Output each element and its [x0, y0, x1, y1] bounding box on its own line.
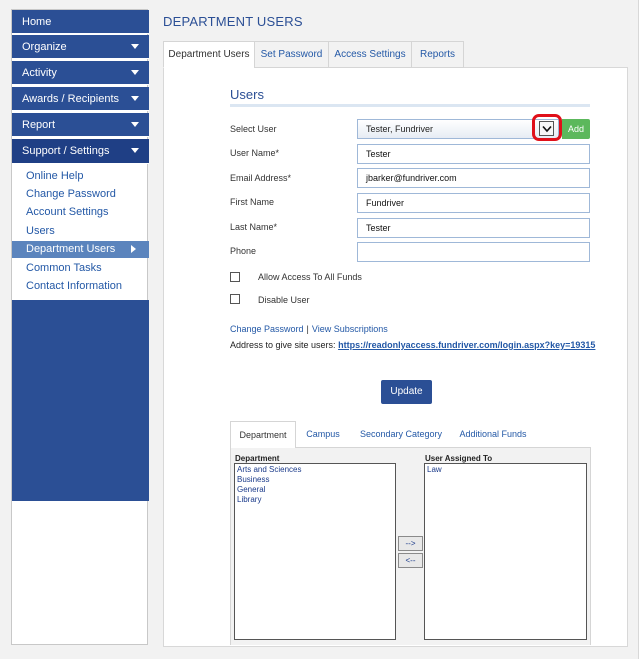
allow-all-funds-checkbox[interactable]: [230, 272, 240, 282]
sidebar: [11, 9, 148, 645]
phone-label: Phone: [230, 246, 257, 256]
list-item[interactable]: Library: [237, 495, 262, 504]
assigned-departments-list[interactable]: [424, 463, 587, 640]
chevron-down-icon: [131, 96, 139, 101]
link-separator: |: [306, 324, 309, 334]
assigned-list-header: User Assigned To: [425, 454, 493, 463]
chevron-right-icon: [131, 245, 136, 253]
nav-home-label: Home: [22, 16, 52, 28]
tab-department[interactable]: Department: [230, 421, 296, 448]
last-name-field[interactable]: Tester: [357, 218, 590, 238]
sub-link-online-help[interactable]: Online Help: [26, 170, 84, 182]
list-item[interactable]: General: [237, 485, 266, 494]
nav-report-label: Report: [22, 119, 56, 131]
tab-additional-funds[interactable]: Additional Funds: [459, 429, 527, 439]
sub-link-users[interactable]: Users: [26, 225, 55, 237]
view-subscriptions-link[interactable]: View Subscriptions: [311, 324, 388, 334]
nav-home[interactable]: [12, 10, 149, 34]
site-address-link[interactable]: https://readonlyaccess.fundriver.com/login.aspx?key=19315: [338, 340, 596, 350]
phone-field[interactable]: [357, 242, 590, 262]
section-divider: [230, 104, 590, 107]
tab-set-password[interactable]: Set Password: [254, 41, 329, 68]
sub-link-contact-information[interactable]: Contact Information: [26, 280, 122, 292]
tab-campus[interactable]: Campus: [306, 429, 340, 439]
tab-access-settings[interactable]: Access Settings: [328, 41, 412, 68]
sub-link-department-users-label: Department Users: [26, 243, 116, 255]
nav-awards-label: Awards / Recipients: [22, 93, 120, 105]
tab-department-users[interactable]: Department Users: [163, 41, 255, 68]
first-name-label: First Name: [230, 197, 275, 207]
first-name-field[interactable]: Fundriver: [357, 193, 590, 213]
user-name-field[interactable]: Tester: [357, 144, 590, 164]
chevron-down-icon: [131, 70, 139, 75]
page-title: DEPARTMENT USERS: [163, 14, 303, 29]
nav-organize-label: Organize: [22, 41, 67, 53]
update-button[interactable]: Update: [381, 380, 432, 404]
tab-reports[interactable]: Reports: [411, 41, 464, 68]
nav-report[interactable]: [12, 113, 149, 137]
chevron-down-icon: [131, 44, 139, 49]
sub-link-department-users[interactable]: [12, 241, 149, 258]
allow-all-funds-label: Allow Access To All Funds: [258, 272, 362, 282]
sub-link-common-tasks[interactable]: Common Tasks: [26, 262, 102, 274]
address-label: Address to give site users:: [230, 340, 336, 350]
change-password-link[interactable]: Change Password: [230, 324, 304, 334]
list-item[interactable]: Business: [237, 475, 270, 484]
available-list-header: Department: [235, 454, 280, 463]
nav-activity-label: Activity: [22, 67, 57, 79]
select-user-label: Select User: [230, 124, 277, 134]
select-user-dropdown[interactable]: [357, 119, 559, 139]
move-right-button[interactable]: -->: [398, 536, 423, 551]
sidebar-fill: [12, 300, 149, 501]
nav-activity[interactable]: [12, 61, 149, 85]
section-title-users: Users: [230, 87, 264, 102]
chevron-down-icon: [131, 148, 139, 153]
nav-organize[interactable]: [12, 35, 149, 59]
list-item[interactable]: Arts and Sciences: [237, 465, 302, 474]
sub-link-account-settings[interactable]: Account Settings: [26, 206, 109, 218]
user-name-label: User Name*: [230, 148, 280, 158]
site-address-row: [230, 340, 595, 350]
chevron-down-icon: [131, 122, 139, 127]
nav-support-settings[interactable]: [12, 139, 149, 164]
list-item[interactable]: Law: [427, 465, 442, 474]
tab-secondary-category[interactable]: Secondary Category: [359, 429, 443, 439]
add-user-button[interactable]: Add: [562, 119, 590, 139]
email-label: Email Address*: [230, 173, 292, 183]
disable-user-checkbox[interactable]: [230, 294, 240, 304]
sub-link-change-password[interactable]: Change Password: [26, 188, 116, 200]
account-links: [230, 324, 388, 334]
move-left-button[interactable]: <--: [398, 553, 423, 568]
highlight-annotation: [532, 114, 562, 141]
disable-user-label: Disable User: [258, 295, 310, 305]
nav-support-label: Support / Settings: [22, 145, 110, 157]
email-field[interactable]: jbarker@fundriver.com: [357, 168, 590, 188]
nav-awards-recipients[interactable]: [12, 87, 149, 111]
available-departments-list[interactable]: [234, 463, 396, 640]
select-user-value: Tester, Fundriver: [366, 124, 434, 134]
last-name-label: Last Name*: [230, 222, 278, 232]
